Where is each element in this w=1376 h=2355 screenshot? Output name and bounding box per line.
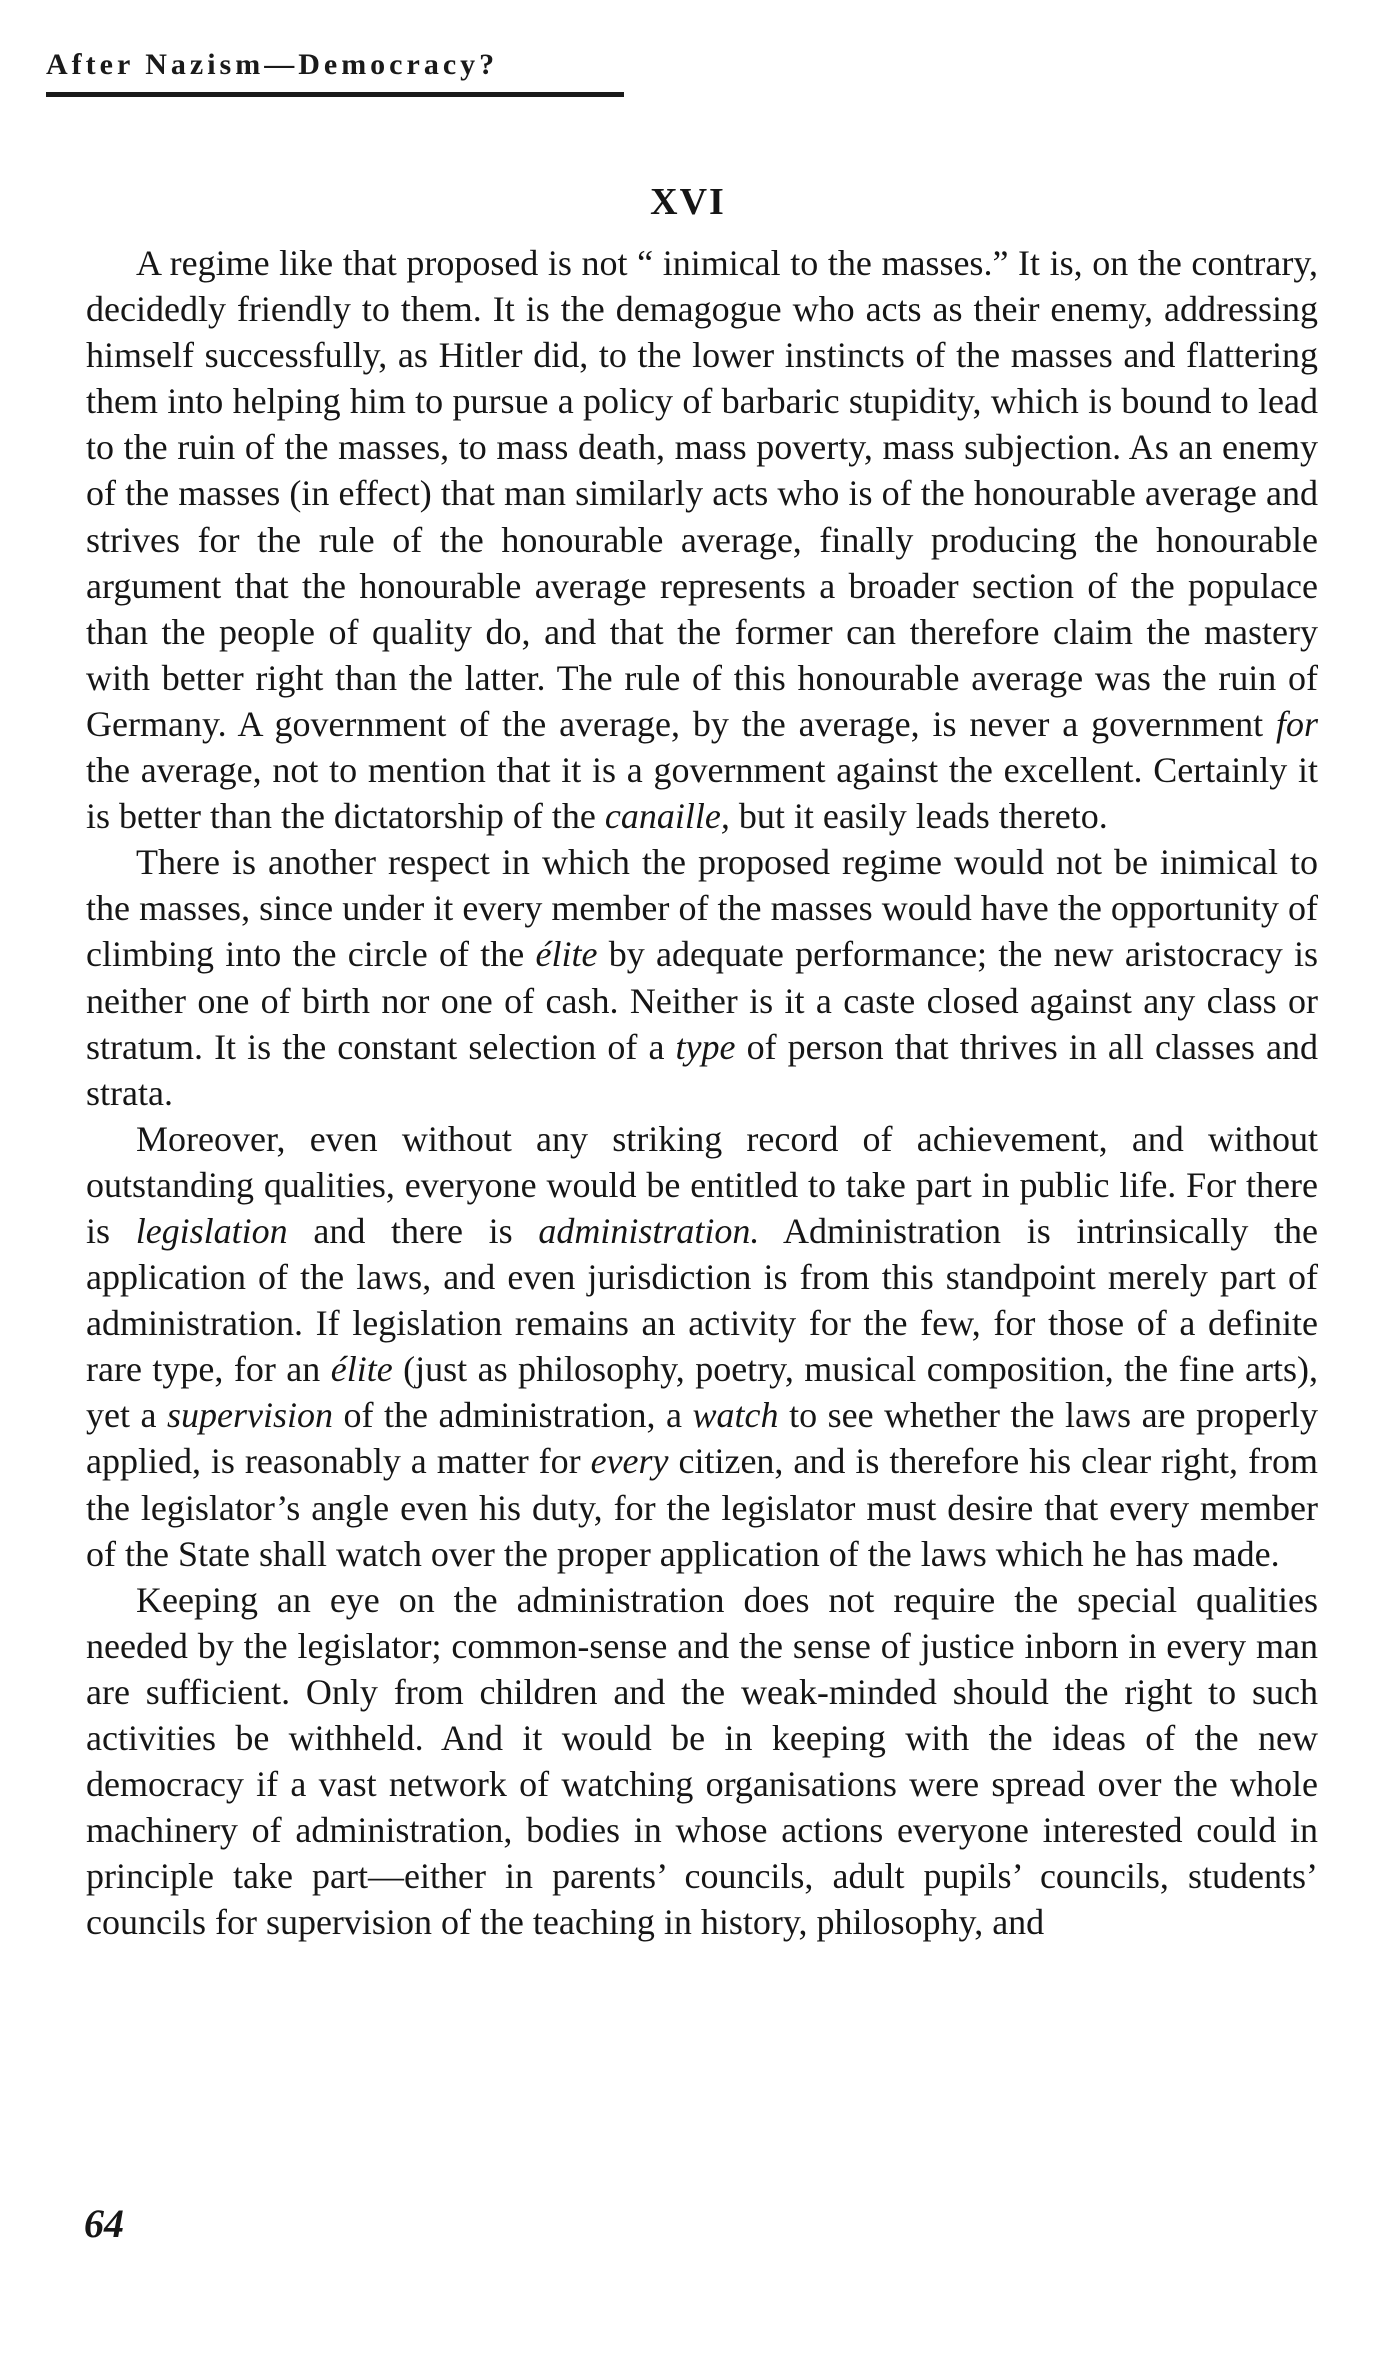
text-run: and there is (287, 1210, 539, 1251)
text-run: citizen, and is therefore his clear right, from the legislator’s angle even his duty, for the legislator must desire that every member of the State shall watch over the proper application of the laws which he has made. (86, 1441, 1318, 1574)
italic-run: élite (330, 1349, 393, 1390)
text-run: Moreover, even without any striking record of achievement, and without outstanding qualities, everyone would be entitled to take part in public life. For there is (86, 1118, 1318, 1251)
page-number: 64 (84, 2201, 124, 2246)
body-text (86, 240, 1318, 1945)
text-run: but it easily leads thereto. (729, 796, 1108, 837)
text-run: of the administration, a (333, 1395, 693, 1436)
italic-run: watch (692, 1395, 779, 1436)
text-run: to see whether the laws are properly applied, is reasonably a matter for (86, 1395, 1318, 1482)
paragraph (86, 839, 1318, 1116)
text-run: the average, not to mention that it is a government against the excellent. Certainly it is better than the dictatorship of the (86, 750, 1318, 837)
text-run: Administration is intrinsically the application of the laws, and even jurisdiction is from this standpoint merely part of administration. If legislation remains an activity for the few, for those of a definite rare type, for an (86, 1210, 1318, 1390)
italic-run: type (675, 1026, 736, 1067)
header-rule (46, 92, 624, 97)
section-number: XVI (650, 181, 726, 223)
paragraph (86, 240, 1318, 839)
paragraph (86, 1577, 1318, 1946)
running-header: After Nazism—Democracy? (46, 48, 499, 81)
italic-run: élite (535, 934, 598, 975)
italic-run: supervision (167, 1395, 334, 1436)
text-run: Keeping an eye on the administration does not require the special qualities needed by the legislator; common-sense and the sense of justice inborn in every man are sufficient. Only from children and the weak-minded should the right to such activities be withheld. And it would be in keeping with the ideas of the new democracy if a vast network of watching organisations were spread over the whole machinery of administration, bodies in whose actions everyone interested could in principle take part—either in parents’ councils, adult pupils’ councils, students’ councils for supervision of the teaching in history, philosophy, and (86, 1579, 1318, 1943)
text-run: A regime like that proposed is not “ inimical to the masses.” It is, on the contrary, decidedly friendly to them. It is the demagogue who acts as their enemy, addressing himself successfully, as Hitler did, to the lower instincts of the masses and flattering them into helping him to pursue a policy of barbaric stupidity, which is bound to lead to the ruin of the masses, to mass death, mass poverty, mass subjection. As an enemy of the masses (in effect) that man similarly acts who is of the honourable average and strives for the rule of the honourable average, finally producing the honourable argument that the honourable average represents a broader section of the populace than the people of quality do, and that the former can therefore claim the mastery with better right than the latter. The rule of this honourable average was the ruin of Germany. A government of the average, by the average, is never a government (86, 243, 1318, 744)
paragraph (86, 1116, 1318, 1577)
italic-run: legislation (135, 1210, 288, 1251)
italic-run: for (1275, 703, 1318, 744)
italic-run: canaille, (604, 796, 730, 837)
italic-run: administration. (538, 1210, 760, 1251)
italic-run: every (590, 1441, 669, 1482)
text-run: of person that thrives in all classes and strata. (86, 1026, 1318, 1113)
text-run: (just as philosophy, poetry, musical composition, the fine arts), yet a (86, 1349, 1319, 1436)
text-run: There is another respect in which the proposed regime would not be inimical to the masses, since under it every member of the masses would have the opportunity of climbing into the circle of the (86, 842, 1318, 975)
text-run: by adequate performance; the new aristocracy is neither one of birth nor one of cash. Neither is it a caste closed against any class or stratum. It is the constant selection of a (86, 934, 1319, 1067)
